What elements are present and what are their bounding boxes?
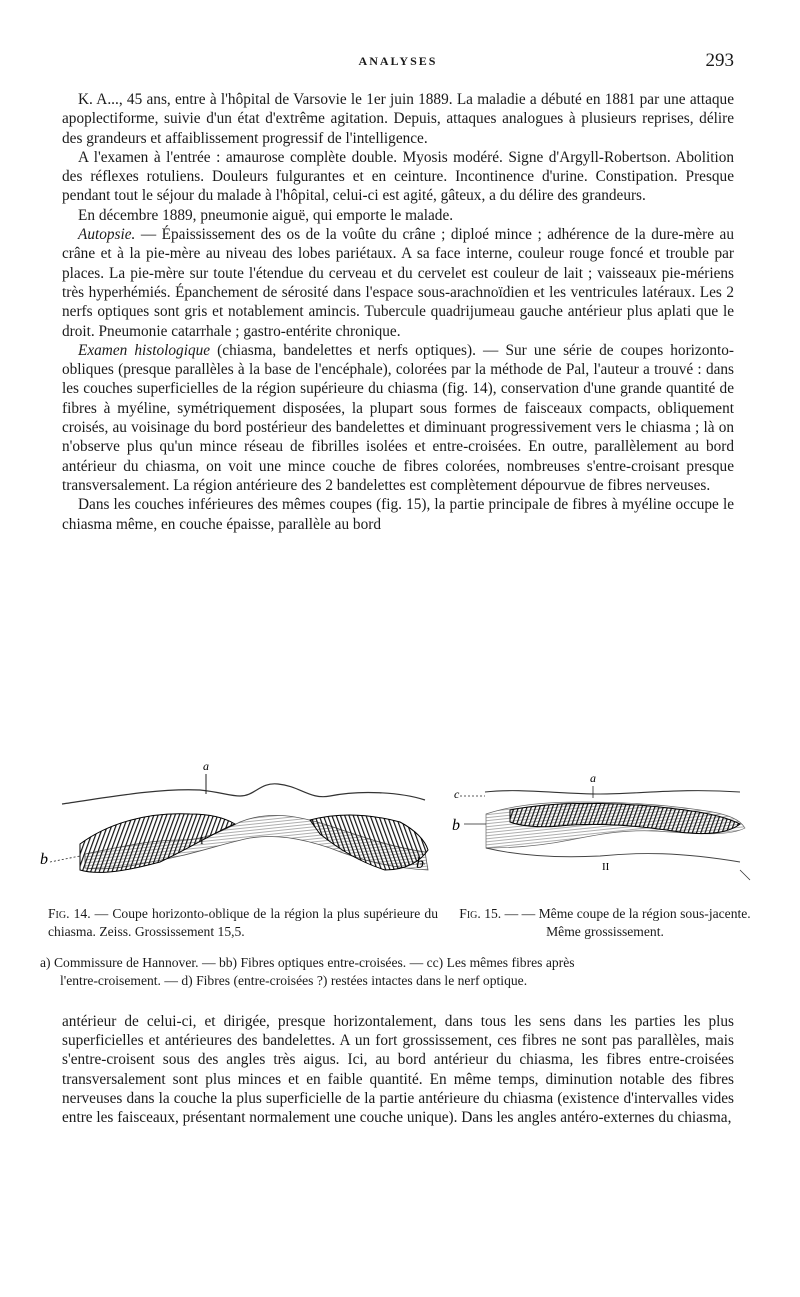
body-text-top [62,90,734,534]
figure-15 [452,771,750,880]
figure-legend [40,954,755,990]
figure-captions [40,905,755,945]
figure-14 [40,759,428,872]
fig15-label-a: a [590,771,596,785]
caption-fig14-text: — Coupe horizonto-oblique de la région la plus supérieure du chiasma. Zeiss. Grossissement 15,5. [48,906,438,939]
running-title: ANALYSES [358,54,438,68]
autopsy-text: — Épaississement des os de la voûte du crâne ; diploé mince ; adhérence de la dure-mère au crâne et à la pie-mère au niveau des lobes pariétaux. A sa face interne, couleur rouge foncé et trouble par places. La pie-mère sur toute l'étendue du cerveau et du cervelet est couleur de lait ; vaisseaux pie-mériens très hyperhémiés. Épanchement de sérosité dans l'espace sous-arachnoïdien et les ventricules latéraux. Les 2 nerfs optiques sont gris et notablement amincis. Tubercule quadrijumeau gauche antérieur plus aplati que le droit. Pneumonie catarrhale ; gastro-entérite chronique. [62,226,734,340]
legend-line-2: l'entre-croisement. — d) Fibres (entre-croisées ?) restées intactes dans le nerf optique. [60,973,528,988]
caption-fig14 [48,905,438,941]
fig14-label-I: I [200,835,204,847]
paragraph-case-intro: K. A..., 45 ans, entre à l'hôpital de Varsovie le 1er juin 1889. La maladie a débuté en 1881 par une attaque apoplectiforme, suivie d'un état d'extrême agitation. Depuis, attaques analogues à plusieurs reprises, délire des grandeurs et affaiblissement progressif de l'intelligence. [62,91,734,147]
figures-area [40,752,760,907]
legend-line-1: a) Commissure de Hannover. — bb) Fibres optiques entre-croisées. — cc) Les mêmes fibres après [40,955,575,970]
page-header [62,50,734,80]
paragraph-autopsy [62,225,734,341]
paragraph-admission-exam: A l'examen à l'entrée : amaurose complète double. Myosis modéré. Signe d'Argyll-Robertson. Abolition des réflexes rotuliens. Douleurs fulgurantes et en ceinture. Incontinence d'urine. Constipation. Presque pendant tout le séjour du malade à l'hôpital, celui-ci est agité, gâteux, a du délire des grandeurs. [62,148,734,205]
caption-fig15 [455,905,755,941]
paragraph-continuation: antérieur de celui-ci, et dirigée, presque horizontalement, dans tous les sens dans les parties les plus superficielles et antérieures des bandelettes. A un fort grossissement, ces fibres ne sont pas parallèles, mais s'entre-croisent sous des angles très aigus. Ici, au bord antérieur du chiasma, les fibres entre-croisées transversalement sont plus minces et en faible quantité. En même temps, diminution notable des fibres nerveuses dans la couche la plus superficielle de la partie antérieure du chiasma (existence d'intervalles vides entre les faisceaux, présentant normalement une couche unique). Dans les angles antéro-externes du chiasma, [62,1013,734,1127]
paragraph-histology [62,341,734,495]
fig15-label-c: c [454,787,460,801]
caption-fig14-number: Fig. 14. [48,906,91,921]
fig15-label-b: b [452,817,460,834]
autopsy-lead: Autopsie. [78,226,136,244]
fig14-label-a: a [203,759,209,773]
fig14-label-b-left: b [40,851,48,868]
figures-drawing [40,752,760,907]
fig14-label-b-right: b [416,855,424,872]
histology-lead: Examen histologique [78,341,211,359]
histology-text: (chiasma, bandelettes et nerfs optiques). — Sur une série de coupes horizonto-obliques (presque parallèles à la base de l'encéphale), colorées par la méthode de Pal, l'auteur a trouvé : dans les couches superficielles de la région supérieure du chiasma (fig. 14), conservation d'une grande quantité de fibres à myéline, symétriquement disposées, la plupart sous formes de faisceaux compacts, obliquement croisés, au voisinage du bord postérieur des bandelettes et diminuant progressivement vers le chiasma ; là on n'observe plus qu'un mince réseau de fibrilles isolées et entre-croisées. En outre, parallèlement au bord antérieur du chiasma, on voit une mince couche de fibres colorées, nombreuses s'entre-croisant presque transversalement. La région antérieure des 2 bandelettes est complètement dépourvue de fibres nerveuses. [62,341,735,494]
caption-fig15-text: — — Même coupe de la région sous-jacente. Même grossissement. [501,906,751,939]
body-text-bottom [62,1012,734,1127]
page-number: 293 [705,50,734,71]
paragraph-lower-layers: Dans les couches inférieures des mêmes coupes (fig. 15), la partie principale de fibres à myéline occupe le chiasma même, en couche épaisse, parallèle au bord [62,496,734,533]
paragraph-death: En décembre 1889, pneumonie aiguë, qui emporte le malade. [78,206,454,224]
fig15-label-II: II [602,861,610,873]
caption-fig15-number: Fig. 15. [459,906,502,921]
